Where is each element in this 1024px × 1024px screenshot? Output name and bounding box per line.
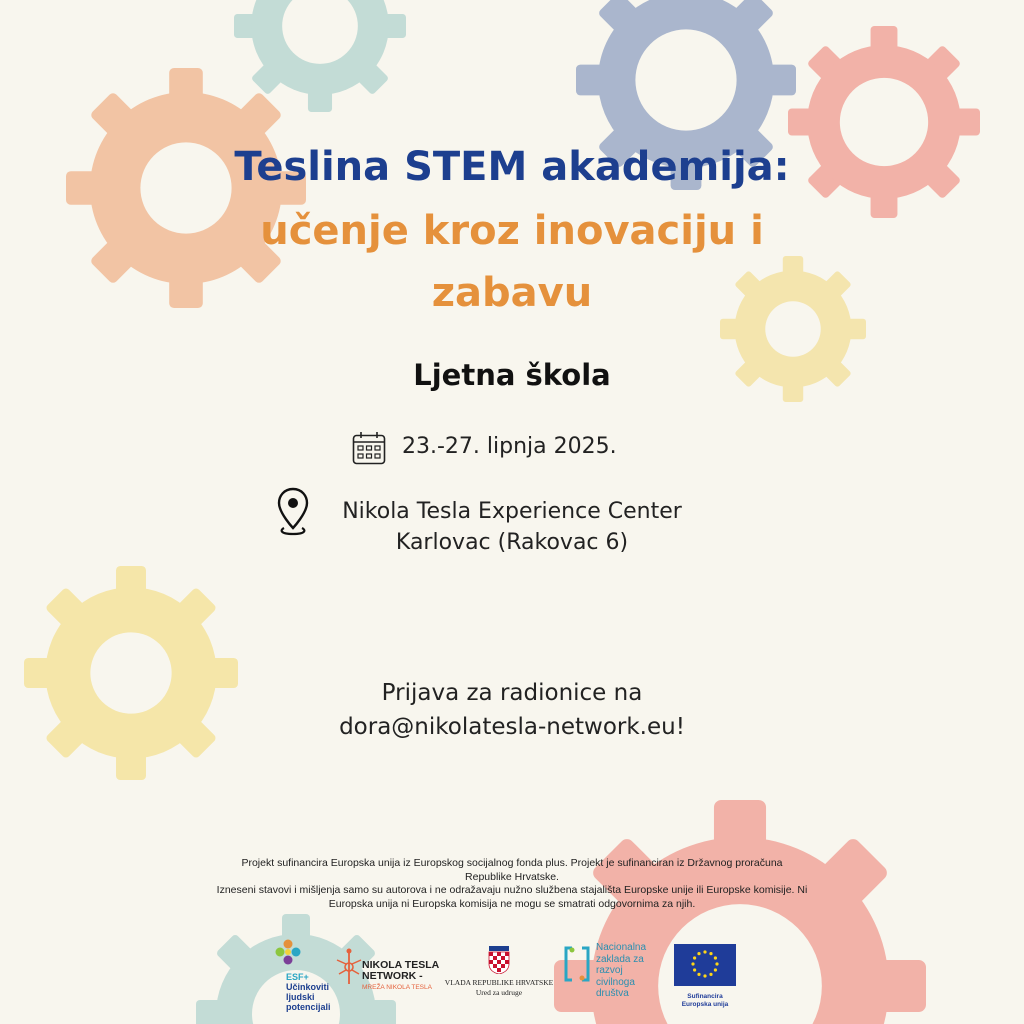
location-line-2: Karlovac (Rakovac 6) [395,530,629,555]
vlada-line-1: VLADA REPUBLIKE HRVATSKE [444,978,554,987]
esf-line-4: potencijali [286,1002,331,1012]
vlada-line-2: Ured za udruge [475,988,523,997]
esf-line-1: ESF+ [286,972,309,982]
tesla-coil-icon [334,946,364,986]
eu-line-1: Sufinancira [687,993,723,1000]
zaklada-line-3: razvoj [596,965,623,976]
event-date: 23.-27. lipnja 2025. [402,434,617,459]
location-pin-icon [276,486,310,538]
title-line-3: zabavu [431,270,593,316]
disclaimer-line-3: Izneseni stavovi i mišljenja samo su autorova i ne odražavaju nužno službena stajališta Europske unije ili Europske komisije. Ni [216,884,808,896]
eu-line-2: Europska unija [681,1001,729,1008]
vlada-rh-logo [444,946,554,1006]
eu-flag-icon [674,944,736,986]
title-line-1: Teslina STEM akademija: [234,144,790,190]
gear-yellow-left-icon [24,566,238,780]
zaklada-line-2: zaklada za [596,953,644,965]
registration-line-1: Prijava za radionice na [381,680,643,706]
location-text [312,496,712,558]
disclaimer-line-4: Europska unija ni Europska komisija ne mogu se smatrati odgovornima za njih. [328,897,696,910]
croatian-coat-of-arms-icon [488,946,510,974]
registration-text [262,676,762,744]
zaklada-line-1: Nacionalna [596,942,647,953]
nacionalna-zaklada-logo [562,942,662,1012]
esf-flower-icon [274,938,302,968]
esf-line-2: Učinkoviti [286,982,330,992]
title-line-2: učenje kroz inovaciju i [260,208,764,254]
disclaimer-line-1: Projekt sufinancira Europska unija iz Europskog socijalnog fonda plus. Projekt je sufinanciran iz Državnog proračuna [241,857,783,869]
zaklada-bracket-icon [562,944,592,984]
disclaimer-line-2: Republike Hrvatske. [465,870,559,883]
eu-logo [672,944,738,1010]
nikola-tesla-network-logo [334,946,444,1008]
esf-line-3: ljudski [286,992,315,1002]
subtitle: Ljetna škola [413,358,611,392]
disclaimer [160,857,864,911]
zaklada-line-5: društva [596,988,629,999]
tesla-logo-line-3: MREŽA NIKOLA TESLA [362,984,432,991]
zaklada-line-4: civilnoga [596,976,635,988]
tesla-logo-line-1: NIKOLA TESLA [362,959,440,971]
calendar-icon [352,431,386,465]
tesla-logo-line-2: NETWORK - [362,970,423,982]
registration-email-link[interactable]: dora@nikolatesla-network.eu! [339,714,685,740]
location-line-1: Nikola Tesla Experience Center [342,499,682,524]
